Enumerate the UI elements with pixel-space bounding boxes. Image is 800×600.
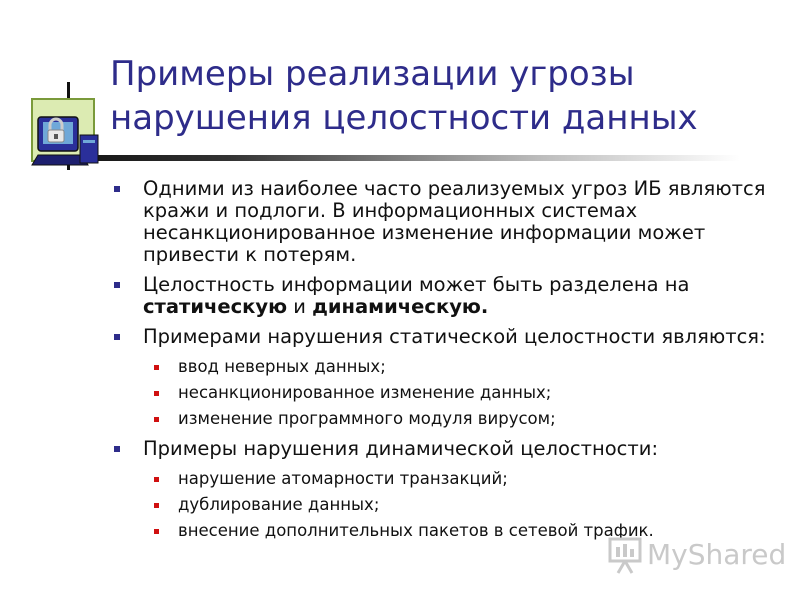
emphasis-dynamic: динамическую.	[312, 295, 489, 318]
sub-bullet-text: внесение дополнительных пакетов в сетевой трафик.	[178, 521, 654, 540]
sub-bullet-item	[112, 494, 772, 516]
computer-padlock-icon	[28, 95, 106, 175]
presentation-board-icon	[606, 535, 646, 575]
sub-bullet-item	[112, 468, 772, 490]
bullet-text-line: Одними из наиболее часто реализуемых угроз ИБ являются	[143, 177, 766, 200]
sub-bullet-text: дублирование данных;	[178, 495, 380, 514]
bullet-marker	[114, 446, 120, 452]
slide-body	[112, 178, 772, 546]
bullet-text-line: Целостность информации может быть разделена на	[143, 273, 690, 296]
sub-bullet-item	[112, 356, 772, 378]
bullet-text-line	[143, 296, 772, 318]
sub-bullet-marker	[154, 417, 159, 422]
sub-bullet-text: нарушение атомарности транзакций;	[178, 469, 508, 488]
sub-bullet-text: несанкционированное изменение данных;	[178, 383, 552, 402]
bullet-marker	[114, 334, 120, 340]
sub-bullet-marker	[154, 529, 159, 534]
bullet-text-line: Примеры нарушения динамической целостности:	[143, 437, 659, 460]
bullet-item	[112, 438, 772, 460]
bullet-item	[112, 274, 772, 318]
sub-bullet-marker	[154, 391, 159, 396]
connector-text: и	[287, 295, 313, 318]
title-line-2: нарушения целостности данных	[110, 98, 698, 138]
sub-bullet-marker	[154, 477, 159, 482]
bullet-text-line: несанкционированное изменение информации может	[143, 221, 706, 244]
title-underline-rule	[60, 155, 740, 161]
emphasis-static: статическую	[143, 295, 288, 318]
sub-bullet-marker	[154, 365, 159, 370]
sub-bullet-item	[112, 408, 772, 430]
bullet-text-line: Примерами нарушения статической целостности являются:	[143, 325, 766, 348]
bullet-text-line: кражи и подлоги. В информационных системах	[143, 199, 638, 222]
bullet-text-line: привести к потерям.	[143, 243, 357, 266]
bullet-marker	[114, 282, 120, 288]
sub-bullet-text: изменение программного модуля вирусом;	[178, 409, 556, 428]
sub-bullet-marker	[154, 503, 159, 508]
title-line-1: Примеры реализации угрозы	[110, 54, 635, 94]
sub-bullet-text: ввод неверных данных;	[178, 357, 386, 376]
slide-title	[110, 52, 770, 140]
bullet-item	[112, 178, 772, 266]
bullet-marker	[114, 186, 120, 192]
bullet-item	[112, 326, 772, 348]
sub-bullet-item	[112, 382, 772, 404]
watermark-text: MyShared	[647, 538, 787, 571]
